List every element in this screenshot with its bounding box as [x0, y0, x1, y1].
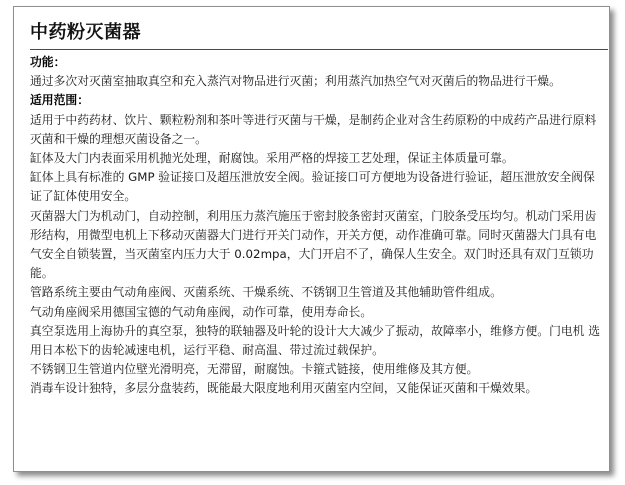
scope-paragraph-vacuum-pump: 真空泵选用上海协升的真空泵，独特的联轴器及叶轮的设计大大减少了振动，故障率小，维修方便。门电机 选用日本松下的齿轮减速电机，运行平稳、耐高温、带过流过载保护。 [30, 323, 601, 358]
scope-paragraph-valve: 气动角座阀采用德国宝德的气动角座阀，动作可靠，使用寿命长。 [30, 304, 373, 319]
scope-paragraph-piping: 管路系统主要由气动角座阀、灭菌系统、干燥系统、不锈钢卫生管道及其他辅助管件组成。 [30, 285, 502, 300]
document-body [30, 53, 605, 399]
document-frame [13, 6, 610, 472]
scope-paragraph-application: 适用于中药药材、饮片、颗粒粉剂和茶叶等进行灭菌与干燥，是制药企业对含生药原粉的中成药产品进行原料灭菌和干燥的理想灭菌设备之一。 [30, 112, 597, 146]
scope-paragraph-surface: 缸体及大门内表面采用机抛光处理，耐腐蚀。采用严格的焊接工艺处理，保证主体质量可靠。 [30, 151, 514, 166]
scope-paragraph-cart: 消毒车设计独特，多层分盘装药，既能最大限度地利用灭菌室内空间，又能保证灭菌和干燥效果。 [30, 381, 538, 396]
function-paragraph: 通过多次对灭菌室抽取真空和充入蒸汽对物品进行灭菌；利用蒸汽加热空气对灭菌后的物品进行干燥。 [30, 74, 561, 89]
title-divider [30, 49, 608, 50]
section-heading-function: 功能： [30, 55, 66, 69]
scope-paragraph-stainless-pipe: 不锈钢卫生管道内位壁光滑明亮，无滞留，耐腐蚀。卡箍式链接，使用维修及其方便。 [30, 362, 479, 377]
title-row [30, 18, 599, 52]
scope-paragraph-door: 灭菌器大门为机动门，自动控制，利用压力蒸汽施压于密封胶条密封灭菌室，门胶条受压均匀。机动门采用齿形结构，用微型电机上下移动灭菌器大门进行开关门动作，开关方便，动作准确可靠。同时灭菌器大门具有电气安全自锁装置，当灭菌室内压力大于 0.02mpa，大门开启不了，确保人生安全。双门时还具有双门互锁功能。 [30, 208, 597, 281]
section-heading-scope: 适用范围： [30, 93, 89, 108]
page-title: 中药粉灭菌器 [30, 22, 141, 43]
scope-paragraph-gmp: 缸体上具有标准的 GMP 验证接口及超压泄放安全阀。验证接口可方便地为设备进行验证，超压泄放安全阀保证了缸体使用安全。 [30, 170, 595, 204]
